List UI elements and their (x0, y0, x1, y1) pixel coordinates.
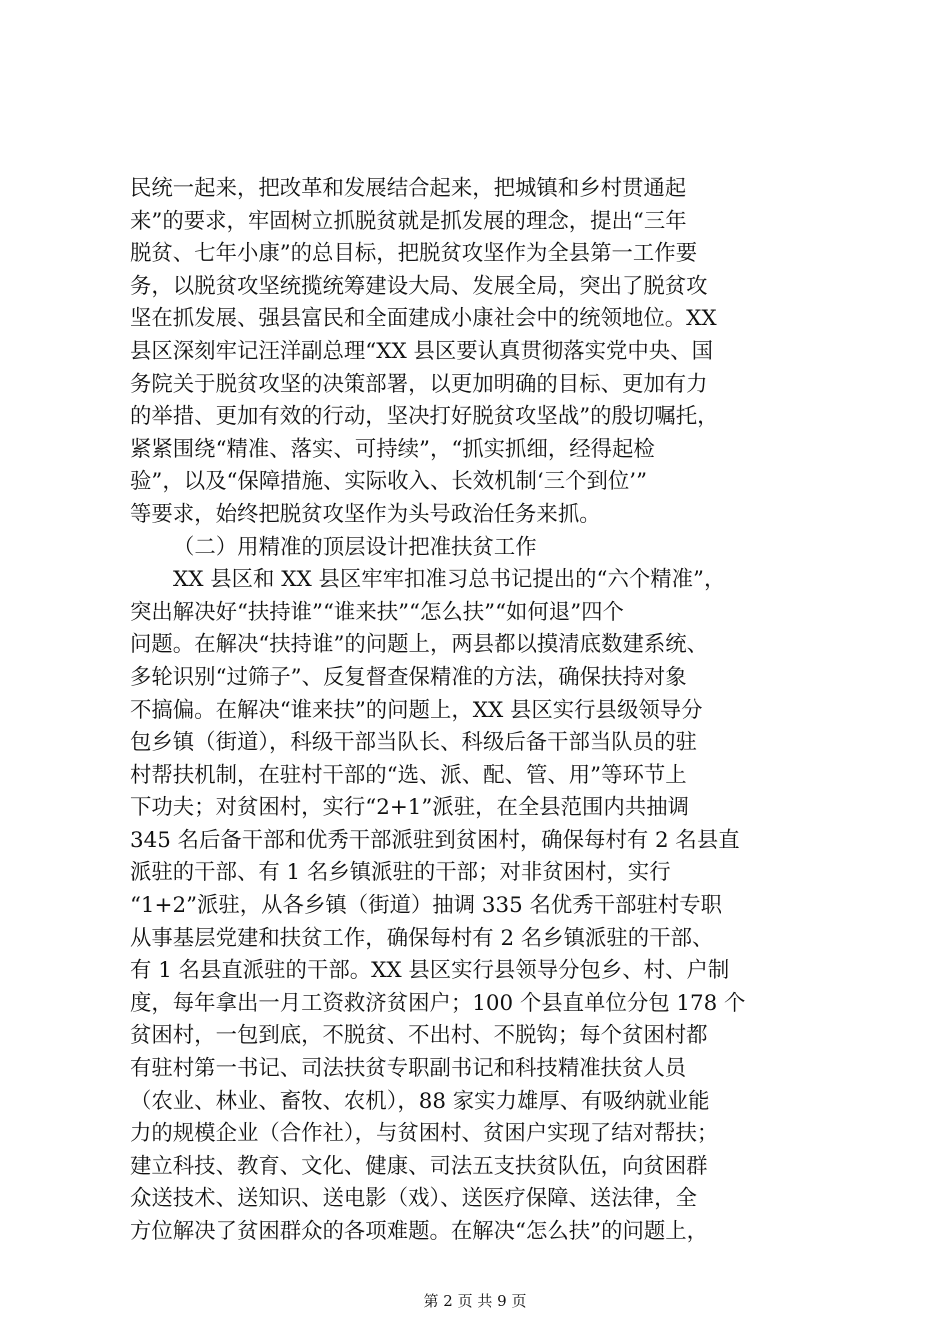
text-line: 多轮识别“过筛子”、反复督查保精准的方法，确保扶持对象 (130, 664, 687, 690)
text-line: 力的规模企业（合作社），与贫困村、贫困户实现了结对帮扶； (130, 1121, 719, 1147)
paragraph-2 (130, 564, 830, 1248)
text-line: 来”的要求，牢固树立抓脱贫就是抓发展的理念，提出“三年 (130, 208, 687, 234)
text-line: 紧紧围绕“精准、落实、可持续”，“抓实抓细，经得起检 (130, 436, 655, 462)
text-line: 突出解决好“扶持谁”“谁来扶”“怎么扶”“如何退”四个 (130, 599, 624, 625)
text-line: 等要求，始终把脱贫攻坚作为头号政治任务来抓。 (130, 501, 601, 527)
text-line: 务院关于脱贫攻坚的决策部署，以更加明确的目标、更加有力 (130, 371, 708, 397)
text-line: 的举措、更加有效的行动，坚决打好脱贫攻坚战”的殷切嘱托， (130, 404, 719, 430)
text-line: 345 名后备干部和优秀干部派驻到贫困村，确保每村有 2 名县直 (130, 827, 740, 853)
text-line: 有 1 名县直派驻的干部。XX 县区实行县领导分包乡、村、户制 (130, 958, 730, 984)
text-line: 有驻村第一书记、司法扶贫专职副书记和科技精准扶贫人员 (130, 1056, 687, 1082)
text-line: XX 县区和 XX 县区牢牢扣准习总书记提出的“六个精准”， (173, 567, 726, 593)
text-line: （农业、林业、畜牧、农机），88 家实力雄厚、有吸纳就业能 (130, 1088, 710, 1114)
text-line: “1+2”派驻，从各乡镇（街道）抽调 335 名优秀干部驻村专职 (130, 893, 723, 919)
text-line: 建立科技、教育、文化、健康、司法五支扶贫队伍，向贫困群 (130, 1153, 708, 1179)
text-line: 派驻的干部、有 1 名乡镇派驻的干部；对非贫困村，实行 (130, 860, 671, 886)
text-line: 方位解决了贫困群众的各项难题。在解决“怎么扶”的问题上， (130, 1219, 709, 1244)
page-footer: 第 2 页 共 9 页 (423, 1292, 527, 1310)
paragraph-1 (130, 173, 830, 532)
text-line: 村帮扶机制，在驻村干部的“选、派、配、管、用”等环节上 (130, 762, 687, 788)
text-line: 务，以脱贫攻坚统揽统筹建设大局、发展全局，突出了脱贫攻 (130, 273, 708, 299)
text-line: 民统一起来，把改革和发展结合起来，把城镇和乡村贯通起 (130, 176, 687, 201)
text-line: 问题。在解决“扶持谁”的问题上，两县都以摸清底数建系统、 (130, 632, 709, 658)
text-line: 脱贫、七年小康”的总目标，把脱贫攻坚作为全县第一工作要 (130, 241, 698, 267)
section-heading: （二）用精准的顶层设计把准扶贫工作 (173, 534, 537, 560)
text-line: 众送技术、送知识、送电影（戏）、送医疗保障、送法律，全 (130, 1186, 697, 1212)
text-line: 从事基层党建和扶贫工作，确保每村有 2 名乡镇派驻的干部、 (130, 925, 714, 951)
text-line: 县区深刻牢记汪洋副总理“XX 县区要认真贯彻落实党中央、国 (130, 338, 713, 364)
text-line: 坚在抓发展、强县富民和全面建成小康社会中的统领地位。XX (130, 306, 717, 332)
text-line: 验”，以及“保障措施、实际收入、长效机制‘三个到位’” (130, 469, 648, 495)
text-line: 度，每年拿出一月工资救济贫困户；100 个县直单位分包 178 个 (130, 990, 746, 1016)
text-line: 下功夫；对贫困村，实行“2+1”派驻，在全县范围内共抽调 (130, 795, 689, 821)
text-line: 贫困村，一包到底，不脱贫、不出村、不脱钩；每个贫困村都 (130, 1023, 708, 1049)
text-line: 不搞偏。在解决“谁来扶”的问题上，XX 县区实行县级领导分 (130, 697, 703, 723)
text-line: 包乡镇（街道），科级干部当队长、科级后备干部当队员的驻 (130, 730, 697, 756)
body-text (130, 173, 830, 1249)
